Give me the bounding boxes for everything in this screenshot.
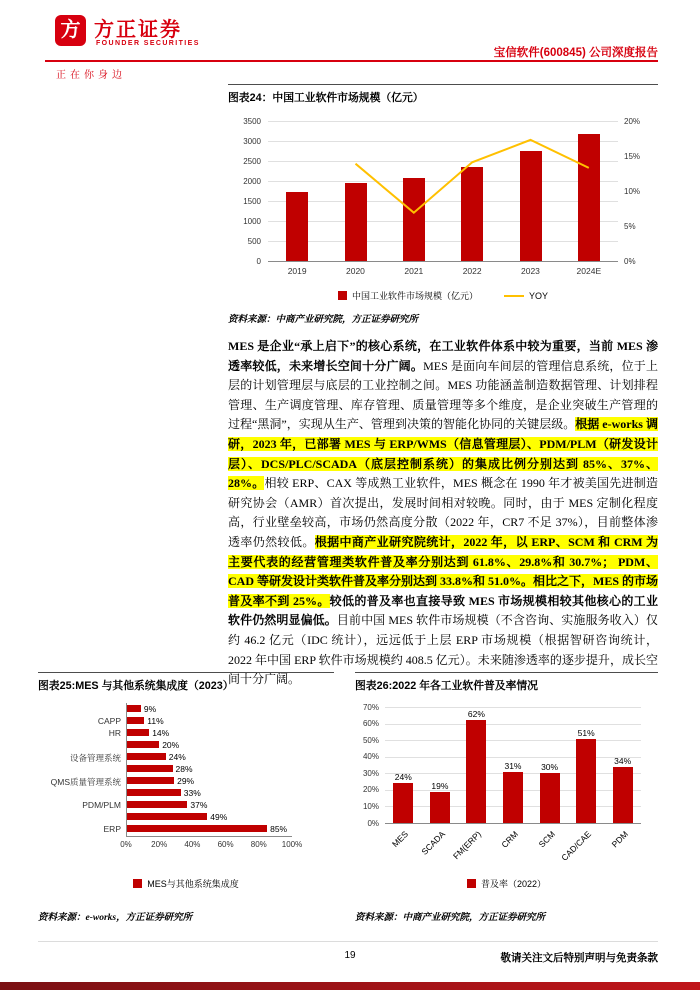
x-axis-label: 2020	[345, 266, 365, 276]
integration-bar	[126, 753, 166, 760]
figure-26-title: 图表26:2022 年各工业软件普及率情况	[355, 680, 538, 692]
grid-line	[385, 757, 641, 758]
integration-bar	[126, 729, 149, 736]
left-axis-tick: 3000	[243, 136, 261, 146]
right-axis-tick: 10%	[624, 186, 641, 196]
company-name-en: FOUNDER SECURITIES	[96, 40, 200, 47]
yoy-line	[356, 140, 589, 213]
figure-25	[38, 672, 334, 933]
paragraph-segment: MES 是企业“承上启下”的核心系统，在工业软件体系中较为重要，当前 MES 渗透率较低，未来增长空间十分广阔。	[228, 339, 658, 373]
paragraph-segment: 目前中国 MES 软件市场规模（不含咨询、实施服务收入）仅约 46.2 亿元（IDC 统计），远远低于上层 ERP 市场规模（根据智研咨询统计，2022 年中国 ERP 软件市场规模约 408.5 亿元）。未来随渗透率的逐步提升，成长空间十分广阔。	[228, 613, 658, 687]
line-series-label: YOY	[529, 290, 549, 301]
figure-26-legend	[355, 877, 658, 890]
x-axis-label: 2024E	[576, 266, 602, 276]
figure-24-chart	[228, 113, 658, 283]
figure-24-title: 图表24：中国工业软件市场规模（亿元）	[228, 92, 424, 104]
integration-legend-label: MES与其他系统集成度	[147, 879, 239, 889]
bar-series-swatch-icon	[133, 879, 142, 888]
figure-26-chart	[355, 701, 658, 873]
left-axis-tick: 500	[247, 236, 261, 246]
logo-glyph: 方	[60, 19, 81, 41]
integration-bar	[126, 765, 173, 772]
legend-item-yoy	[504, 291, 548, 301]
bar-value-label: 28%	[175, 764, 193, 774]
figure-26	[355, 672, 658, 933]
penetration-bar	[540, 773, 560, 823]
bar-value-label: 30%	[541, 762, 559, 773]
penetration-legend-label: 普及率（2022）	[480, 879, 547, 889]
integration-bar	[126, 705, 141, 712]
x-axis-label: 2021	[404, 266, 424, 276]
x-axis-label: SCM	[536, 829, 557, 850]
x-axis-label: 2022	[462, 266, 482, 276]
right-axis-tick: 5%	[624, 221, 636, 231]
y-axis-tick: 30%	[362, 768, 379, 778]
y-axis-tick: 50%	[362, 735, 379, 745]
left-axis-tick: 3500	[243, 116, 261, 126]
bar-series-swatch-icon	[338, 291, 347, 300]
figure-25-chart	[38, 703, 334, 865]
figure-24-source: 资料来源：中商产业研究院，方正证券研究所	[228, 315, 419, 325]
report-title: 宝信软件(600845) 公司深度报告	[493, 47, 658, 59]
x-axis-tick: 40%	[184, 840, 201, 849]
paragraph-segment: 根据 e-works 调研，2023 年，已部署 MES 与 ERP/WMS（信息管理层）、PDM/PLM（研发设计层）、DCS/PLC/SCADA（底层控制系统）的集成比例分别达到 85%、37%、28%。	[228, 417, 658, 491]
x-axis-label: SCADA	[419, 829, 447, 857]
x-axis-label: CRM	[499, 829, 521, 850]
body-paragraph	[228, 337, 658, 690]
x-axis-tick: 0%	[120, 840, 132, 849]
x-axis-label: MES	[390, 829, 411, 850]
paragraph-segment: 根据中商产业研究院统计，2022 年，以 ERP、SCM 和 CRM 为主要代表的经营管理类软件普及率分别达到 61.8%、29.8%和 30.7%； PDM、CAD 等研发设计类软件普及率分别达到 33.8%和 51.0%。相比之下，MES 的市场普及率不到 25%。	[228, 534, 659, 608]
left-axis-tick: 0	[256, 256, 261, 266]
y-axis-line	[126, 703, 127, 836]
y-axis-tick: 70%	[362, 702, 379, 712]
x-axis-line	[126, 836, 292, 837]
y-axis-tick: 0%	[367, 818, 379, 828]
category-label: PDM/PLM	[82, 800, 121, 810]
y-axis-tick: 40%	[362, 752, 379, 762]
page-number: 19	[344, 950, 356, 961]
integration-bar	[126, 789, 181, 796]
penetration-bar	[576, 739, 596, 824]
figure-25-source: 资料来源：e-works，方正证券研究所	[38, 913, 193, 923]
paragraph-segment: 较低的普及率也直接导致 MES 市场规模相较其他核心的工业软件仍然明显偏低。	[228, 593, 658, 628]
bar-value-label: 14%	[152, 728, 170, 738]
x-axis-line	[268, 261, 618, 262]
bar-value-label: 62%	[467, 709, 485, 720]
bar-value-label: 9%	[143, 704, 157, 714]
founder-securities-logo-icon	[55, 15, 86, 46]
bar-value-label: 37%	[190, 800, 208, 810]
x-axis-label: CAD/CAE	[559, 829, 594, 863]
bar-value-label: 33%	[183, 788, 201, 798]
integration-bar	[126, 777, 174, 784]
legend-item-integration	[133, 877, 239, 890]
integration-bar	[126, 813, 207, 820]
category-label: ERP	[103, 824, 121, 834]
right-axis-tick: 0%	[624, 256, 636, 266]
figure-24-legend	[228, 289, 658, 302]
paragraph-segment: 相较 ERP、CAX 等成熟工业软件，MES 概念在 1990 年才被美国先进制造研究协会（AMR）首次提出，发展时间相对较晚。同时，由于 MES 定制化程度高，行业壁垒较高，市场仍然高度分散（2022 年，CR7 不足 37%），目前整体渗透率仍然较低。	[228, 476, 658, 549]
x-axis-tick: 80%	[250, 840, 267, 849]
bar-value-label: 29%	[177, 776, 195, 786]
y-axis-tick: 10%	[362, 801, 379, 811]
bar-value-label: 24%	[394, 772, 412, 783]
bar-value-label: 51%	[577, 727, 595, 738]
left-axis-tick: 2500	[243, 156, 261, 166]
company-slogan: 正在你身边	[56, 70, 126, 81]
category-label: 设备管理系统	[69, 753, 121, 763]
bar-series-swatch-icon	[467, 879, 476, 888]
right-axis-tick: 20%	[624, 116, 641, 126]
x-axis-tick: 60%	[217, 840, 234, 849]
left-axis-tick: 1000	[243, 216, 261, 226]
figure-25-legend	[38, 877, 334, 890]
x-axis-line	[385, 823, 641, 824]
legend-item-penetration	[467, 877, 546, 890]
x-axis-tick: 20%	[151, 840, 168, 849]
yoy-line-layer	[268, 121, 618, 261]
bar-value-label: 31%	[504, 760, 522, 771]
right-axis-tick: 15%	[624, 151, 641, 161]
figure-26-source: 资料来源：中商产业研究院，方正证券研究所	[355, 913, 546, 923]
footer-divider	[38, 941, 658, 942]
category-label: HR	[108, 728, 121, 738]
penetration-bar	[503, 772, 523, 823]
x-axis-label: FM(ERP)	[451, 829, 484, 862]
category-label: QMS质量管理系统	[50, 777, 121, 787]
integration-bar	[126, 825, 267, 832]
line-series-swatch-icon	[504, 295, 524, 297]
figure-25-title: 图表25:MES 与其他系统集成度（2023）	[38, 680, 234, 692]
bar-value-label: 49%	[210, 812, 228, 822]
legend-item-market-size	[338, 289, 478, 302]
penetration-bar	[466, 720, 486, 823]
y-axis-tick: 60%	[362, 719, 379, 729]
category-label: CAPP	[97, 716, 121, 726]
paragraph-segment: MES 是面向车间层的管理信息系统，位于上层的计划管理层与底层的工业控制之间。MES 功能涵盖制造数据管理、计划排程管理、生产调度管理、库存管理、质量管理等多个维度，是企业突破生产管理的过程“黑洞”，实现从生产、管理到决策的智能化协同的关键层级。	[228, 358, 658, 432]
bar-value-label: 34%	[614, 755, 632, 766]
page-bottom-accent-bar	[0, 982, 700, 990]
grid-line	[385, 707, 641, 708]
bar-series-label: 中国工业软件市场规模（亿元）	[351, 291, 478, 301]
y-axis-tick: 20%	[362, 785, 379, 795]
integration-bar	[126, 801, 187, 808]
grid-line	[385, 740, 641, 741]
x-axis-tick: 100%	[281, 840, 303, 849]
bar-value-label: 11%	[147, 716, 164, 726]
penetration-bar	[430, 792, 450, 824]
integration-bar	[126, 741, 159, 748]
bar-value-label: 85%	[270, 824, 288, 834]
grid-line	[385, 724, 641, 725]
left-axis-tick: 2000	[243, 176, 261, 186]
penetration-bar	[613, 767, 633, 823]
bar-value-label: 20%	[162, 740, 180, 750]
figure-24	[228, 84, 658, 331]
bar-value-label: 19%	[431, 780, 449, 791]
bar-value-label: 24%	[168, 752, 186, 762]
x-axis-label: PDM	[609, 829, 630, 850]
footer-disclaimer: 敬请关注文后特别声明与免责条款	[500, 952, 658, 964]
left-axis-tick: 1500	[243, 196, 261, 206]
x-axis-label: 2023	[520, 266, 540, 276]
penetration-bar	[393, 783, 413, 823]
company-name-cn: 方正证券	[94, 19, 182, 41]
integration-bar	[126, 717, 144, 724]
x-axis-label: 2019	[287, 266, 307, 276]
header-divider	[45, 60, 658, 62]
